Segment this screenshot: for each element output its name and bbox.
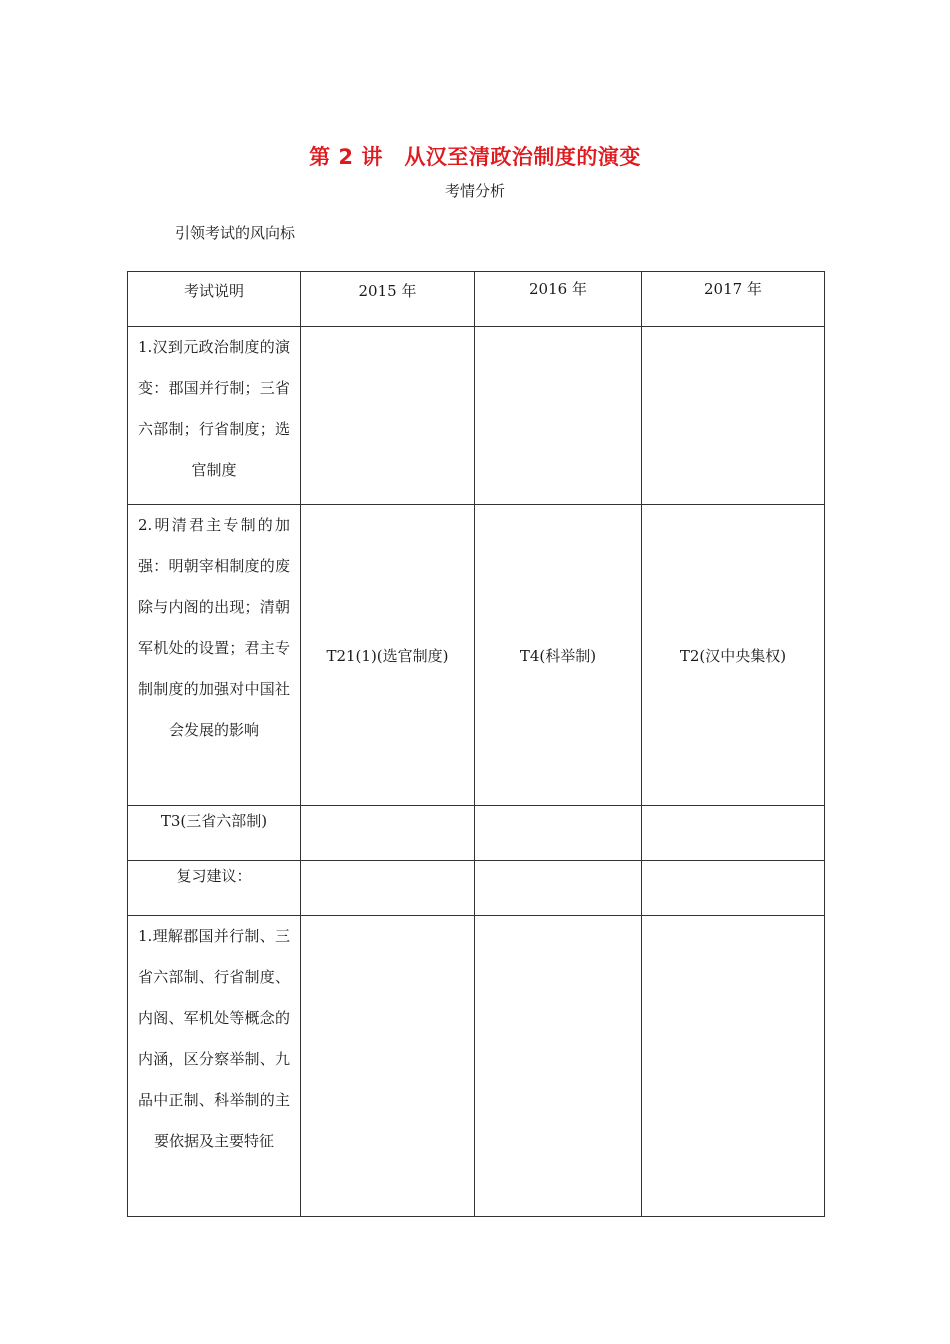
table-cell-desc: 2.明清君主专制的加强：明朝宰相制度的废除与内阁的出现；清朝军机处的设置；君主专制制度的加强对中国社会发展的影响 xyxy=(128,505,301,806)
table-cell-2016 xyxy=(475,327,642,505)
table-row xyxy=(128,806,825,861)
table-cell-2017 xyxy=(642,327,825,505)
page-title: 第 2 讲 从汉至清政治制度的演变 xyxy=(309,145,641,169)
table-cell-2017 xyxy=(642,916,825,1217)
table-cell-2016 xyxy=(475,806,642,861)
table-cell-desc: T3(三省六部制) xyxy=(128,806,301,861)
table-row xyxy=(128,861,825,916)
table-cell-2015 xyxy=(301,806,475,861)
column-header: 2017 年 xyxy=(642,272,825,327)
table-cell-2015 xyxy=(301,327,475,505)
table-cell-2016 xyxy=(475,916,642,1217)
table-cell-2017 xyxy=(642,806,825,861)
table-cell-desc: 复习建议： xyxy=(128,861,301,916)
column-header: 2015 年 xyxy=(301,272,475,327)
table-row xyxy=(128,505,825,806)
table-cell-2017 xyxy=(642,861,825,916)
column-header: 2016 年 xyxy=(475,272,642,327)
table-cell-2016 xyxy=(475,861,642,916)
table-cell-2016: T4(科举制) xyxy=(475,505,642,806)
table-cell-2015: T21(1)(选官制度) xyxy=(301,505,475,806)
table-cell-desc: 1.理解郡国并行制、三省六部制、行省制度、内阁、军机处等概念的内涵，区分察举制、九品中正制、科举制的主要依据及主要特征 xyxy=(128,916,301,1217)
table-header-row xyxy=(128,272,825,327)
table-cell-2015 xyxy=(301,916,475,1217)
exam-analysis-table xyxy=(127,271,825,1217)
table-row xyxy=(128,327,825,505)
table-cell-2015 xyxy=(301,861,475,916)
table-row xyxy=(128,916,825,1217)
table-cell-desc: 1.汉到元政治制度的演变：郡国并行制；三省六部制；行省制度；选官制度 xyxy=(128,327,301,505)
table-cell-2017: T2(汉中央集权) xyxy=(642,505,825,806)
section-heading: 引领考试的风向标 xyxy=(175,224,296,242)
page-subtitle: 考情分析 xyxy=(444,182,505,200)
column-header: 考试说明 xyxy=(128,272,301,327)
